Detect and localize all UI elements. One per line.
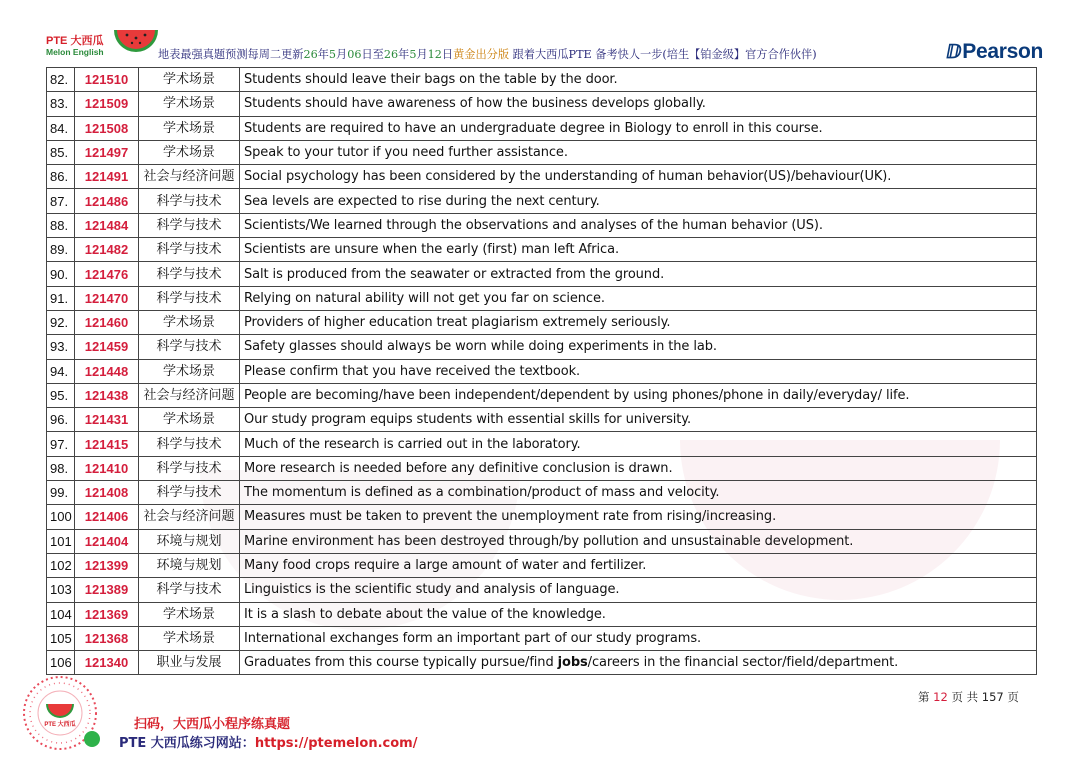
table-row <box>47 213 1037 237</box>
row-number: 87. <box>47 189 75 213</box>
sentence-text: Speak to your tutor if you need further assistance. <box>240 140 1037 164</box>
header-date: 5 <box>409 48 417 61</box>
row-number: 90. <box>47 262 75 286</box>
question-id: 121406 <box>75 505 139 529</box>
promo-miniprogram: 扫码，大西瓜小程序练真题 <box>134 717 291 732</box>
category: 科学与技术 <box>139 335 240 359</box>
brand-subtitle: Melon English <box>46 47 104 57</box>
header-text: 地表最强真题预测每周二更新 <box>158 48 304 61</box>
pearson-logo <box>946 40 1043 64</box>
table-row <box>47 310 1037 334</box>
sentence-text: More research is needed before any definitive conclusion is drawn. <box>240 456 1037 480</box>
row-number: 105 <box>47 626 75 650</box>
table-row <box>47 92 1037 116</box>
header-date: 06 <box>347 48 362 61</box>
sentence-text: Students should leave their bags on the table by the door. <box>240 68 1037 92</box>
row-number: 89. <box>47 238 75 262</box>
question-id: 121340 <box>75 651 139 675</box>
table-row <box>47 432 1037 456</box>
table-row <box>47 626 1037 650</box>
question-id: 121482 <box>75 238 139 262</box>
row-number: 93. <box>47 335 75 359</box>
row-number: 95. <box>47 383 75 407</box>
watermelon-icon <box>112 24 160 54</box>
header-date: 5 <box>328 48 337 61</box>
brand-logo <box>46 30 166 70</box>
question-id: 121389 <box>75 578 139 602</box>
category: 科学与技术 <box>139 213 240 237</box>
category: 学术场景 <box>139 626 240 650</box>
svg-text:PTE 大西瓜: PTE 大西瓜 <box>44 722 76 728</box>
category: 科学与技术 <box>139 238 240 262</box>
category: 环境与规划 <box>139 529 240 553</box>
row-number: 91. <box>47 286 75 310</box>
question-id: 121491 <box>75 165 139 189</box>
question-id: 121460 <box>75 310 139 334</box>
header-date: 12 <box>427 48 442 61</box>
pearson-wordmark: Pearson <box>962 40 1044 63</box>
row-number: 96. <box>47 408 75 432</box>
question-id: 121448 <box>75 359 139 383</box>
table-row <box>47 602 1037 626</box>
category: 社会与经济问题 <box>139 505 240 529</box>
category: 科学与技术 <box>139 286 240 310</box>
row-number: 104 <box>47 602 75 626</box>
sentence-text: Salt is produced from the seawater or extracted from the ground. <box>240 262 1037 286</box>
row-number: 92. <box>47 310 75 334</box>
table-row <box>47 286 1037 310</box>
table-row <box>47 529 1037 553</box>
sentence-table <box>46 67 1037 675</box>
page-current: 12 <box>933 690 948 704</box>
question-id: 121470 <box>75 286 139 310</box>
category: 学术场景 <box>139 140 240 164</box>
row-number: 94. <box>47 359 75 383</box>
question-id: 121431 <box>75 408 139 432</box>
sentence-text: People are becoming/have been independent/dependent by using phones/phone in daily/everyday/ life. <box>240 383 1037 407</box>
table-row <box>47 359 1037 383</box>
row-number: 85. <box>47 140 75 164</box>
promo-website-label: PTE 大西瓜练习网站： <box>119 736 255 751</box>
category: 科学与技术 <box>139 481 240 505</box>
page-label: 第 <box>918 690 930 704</box>
table-row <box>47 505 1037 529</box>
question-id: 121408 <box>75 481 139 505</box>
category: 职业与发展 <box>139 651 240 675</box>
row-number: 99. <box>47 481 75 505</box>
question-id: 121484 <box>75 213 139 237</box>
category: 科学与技术 <box>139 456 240 480</box>
row-number: 97. <box>47 432 75 456</box>
category: 科学与技术 <box>139 262 240 286</box>
header-text: 日至 <box>361 48 384 61</box>
category: 学术场景 <box>139 310 240 334</box>
header-date: 26 <box>383 48 399 61</box>
question-id: 121508 <box>75 116 139 140</box>
header-text: 月 <box>336 48 348 61</box>
question-id: 121486 <box>75 189 139 213</box>
category: 科学与技术 <box>139 432 240 456</box>
question-id: 121509 <box>75 92 139 116</box>
table-row <box>47 408 1037 432</box>
table-row <box>47 456 1037 480</box>
brand-title: PTE 大西瓜 <box>46 35 104 47</box>
row-number: 98. <box>47 456 75 480</box>
promo-website-link[interactable]: https://ptemelon.com/ <box>254 736 418 751</box>
category: 学术场景 <box>139 408 240 432</box>
question-id: 121369 <box>75 602 139 626</box>
sentence-text: It is a slash to debate about the value of the knowledge. <box>240 602 1037 626</box>
sentence-text: Safety glasses should always be worn while doing experiments in the lab. <box>240 335 1037 359</box>
question-id: 121510 <box>75 68 139 92</box>
sentence-text: Much of the research is carried out in the laboratory. <box>240 432 1037 456</box>
category: 科学与技术 <box>139 189 240 213</box>
category: 科学与技术 <box>139 578 240 602</box>
sentence-text: Please confirm that you have received the textbook. <box>240 359 1037 383</box>
sentence-text-part: /careers in the financial sector/field/department. <box>587 655 899 671</box>
sentence-text: The momentum is defined as a combination/product of mass and velocity. <box>240 481 1037 505</box>
question-id: 121399 <box>75 553 139 577</box>
sentence-text: Many food crops require a large amount of water and fertilizer. <box>240 553 1037 577</box>
row-number: 82. <box>47 68 75 92</box>
sentence-text: Marine environment has been destroyed through/by pollution and unsustainable development. <box>240 529 1037 553</box>
row-number: 106 <box>47 651 75 675</box>
category: 社会与经济问题 <box>139 165 240 189</box>
header-text: 日 <box>441 48 454 61</box>
table-row <box>47 68 1037 92</box>
question-id: 121476 <box>75 262 139 286</box>
question-id: 121368 <box>75 626 139 650</box>
page-total: 157 <box>981 690 1004 704</box>
promo-website <box>119 732 417 751</box>
wechat-icon <box>84 731 100 747</box>
row-number: 86. <box>47 165 75 189</box>
sentence-text: Linguistics is the scientific study and analysis of language. <box>240 578 1037 602</box>
sentence-text: Measures must be taken to prevent the unemployment rate from rising/increasing. <box>240 505 1037 529</box>
table-row <box>47 651 1037 675</box>
row-number: 103 <box>47 578 75 602</box>
table-row <box>47 383 1037 407</box>
header-text: 跟着大西瓜PTE 备考快人一步(培生【铂金级】官方合作伙伴) <box>509 48 817 61</box>
page-label: 页 共 <box>951 690 979 704</box>
row-number: 84. <box>47 116 75 140</box>
header-text: 年 <box>317 48 329 61</box>
header-edition: 黄金出分版 <box>453 48 510 61</box>
table-row <box>47 335 1037 359</box>
sentence-text: Providers of higher education treat plagiarism extremely seriously. <box>240 310 1037 334</box>
header-date: 26 <box>303 48 318 61</box>
question-id: 121497 <box>75 140 139 164</box>
sentence-text: International exchanges form an important part of our study programs. <box>240 626 1037 650</box>
page-indicator <box>918 689 1019 705</box>
row-number: 101 <box>47 529 75 553</box>
table-row <box>47 262 1037 286</box>
table-row <box>47 116 1037 140</box>
header-announcement <box>158 46 948 62</box>
table-row <box>47 140 1037 164</box>
category: 环境与规划 <box>139 553 240 577</box>
sentence-text: Relying on natural ability will not get you far on science. <box>240 286 1037 310</box>
sentence-text: Our study program equips students with essential skills for university. <box>240 408 1037 432</box>
row-number: 102 <box>47 553 75 577</box>
table-row <box>47 578 1037 602</box>
sentence-text: Scientists are unsure when the early (first) man left Africa. <box>240 238 1037 262</box>
category: 学术场景 <box>139 92 240 116</box>
table-row <box>47 165 1037 189</box>
row-number: 100 <box>47 505 75 529</box>
question-id: 121438 <box>75 383 139 407</box>
page-label: 页 <box>1007 690 1019 704</box>
sentence-text: Social psychology has been considered by the understanding of human behavior(US)/behaviour(UK). <box>240 165 1037 189</box>
category: 社会与经济问题 <box>139 383 240 407</box>
pearson-mark-icon: ⅅ <box>946 42 962 63</box>
sentence-text: Sea levels are expected to rise during the next century. <box>240 189 1037 213</box>
table-row <box>47 238 1037 262</box>
sentence-text-bold: jobs <box>557 655 588 671</box>
sentence-text: Scientists/We learned through the observations and analyses of the human behavior (US). <box>240 213 1037 237</box>
sentence-text: Students should have awareness of how the business develops globally. <box>240 92 1037 116</box>
sentence-text <box>240 651 1037 675</box>
header-text: 年 <box>398 48 410 61</box>
sentence-text: Students are required to have an undergraduate degree in Biology to enroll in this course. <box>240 116 1037 140</box>
row-number: 88. <box>47 213 75 237</box>
question-id: 121404 <box>75 529 139 553</box>
category: 学术场景 <box>139 602 240 626</box>
header-text: 月 <box>416 48 428 61</box>
table-row <box>47 481 1037 505</box>
table-row <box>47 553 1037 577</box>
category: 学术场景 <box>139 116 240 140</box>
category: 学术场景 <box>139 359 240 383</box>
sentence-text-part: Graduates from this course typically pursue/find <box>244 655 558 671</box>
question-id: 121415 <box>75 432 139 456</box>
category: 学术场景 <box>139 68 240 92</box>
row-number: 83. <box>47 92 75 116</box>
question-id: 121459 <box>75 335 139 359</box>
table-row <box>47 189 1037 213</box>
question-id: 121410 <box>75 456 139 480</box>
